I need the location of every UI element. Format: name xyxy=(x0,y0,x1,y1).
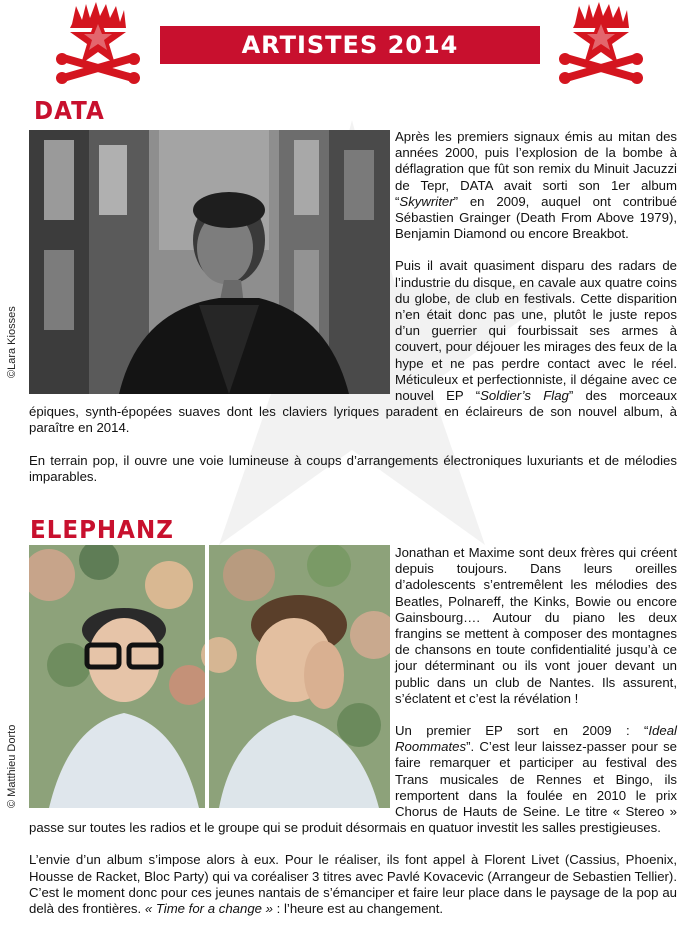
photo-credit-elephanz: © Matthieu Dorto xyxy=(6,724,18,808)
bio-paragraph: Jonathan et Maxime sont deux frères qui créent depuis toujours. Dans leurs oreilles d’adolescents s’entremêlent les mélodies des Beatles, Polnareff, the Kinks, Bowie ou encore Gainsbourg…. Autour du piano les deux frangins se mettent à composer des montagnes de chansons en toute confidentialité jusqu’à ce jour déterminant ou ils vont jouer devant un public dans un club de Nantes. Ils assurent, s’éclatent et c’est la révélation ! xyxy=(395,545,677,706)
page-title-banner xyxy=(160,26,540,64)
photo-credit-data: ©Lara Kiosses xyxy=(6,306,18,378)
star-crossbones-icon xyxy=(50,2,145,86)
page-title: ARTISTES 2014 xyxy=(241,31,459,59)
star-crossbones-icon xyxy=(553,2,648,86)
photo-wrap-spacer xyxy=(29,545,395,808)
bio-paragraph: En terrain pop, il ouvre une voie lumineuse à coups d’arrangements électroniques luxuriants et de mélodies imparables. xyxy=(29,452,677,484)
bio-paragraph: Puis il avait quasiment disparu des radars de l’industrie du disque, en cavale aux quatre coins du globe, de club en festivals. Cette disparition n’en était donc pas une, plutôt le juste repos d’un guerrier qui fourbissait ses armes à couvert, pour déjouer les mirages des feux de la hype et ne pas perdre contact avec le réel. Méticuleux et perfectionniste, il dégaine avec ce nouvel EP “Soldier’s Flag” des morceaux épiques, synth-épopées suaves dont les claviers lyriques paradent en éclaireurs de son nouvel album, à paraître en 2014. xyxy=(29,258,677,436)
artist-name-elephanz: ELEPHANZ xyxy=(30,516,174,545)
bio-paragraph: Après les premiers signaux émis au mitan des années 2000, puis l’explosion de la bombe à déflagration que fût son remix du Minuit Jacuzzi de Tepr, DATA avait sorti son 1er album “Skywriter” en 2009, auquel ont contribué Sébastien Grainger (Death From Above 1979), Benjamin Diamond ou encore Breakbot. xyxy=(395,129,677,242)
artist-name-data: DATA xyxy=(34,97,105,126)
photo-wrap-spacer xyxy=(29,129,395,393)
artist-bio-elephanz xyxy=(29,545,677,933)
bio-paragraph: Un premier EP sort en 2009 : “Ideal Roommates”. C’est leur laissez-passer pour se faire remarquer et participer au festival des Trans musicales de Rennes et Bingo, ils remportent dans la foulée en 2010 le prix Chorus de Hauts de Seine. Le titre « Stereo » passe sur toutes les radios et le groupe qui se produit désormais en quatuor investit les salles prestigieuses. xyxy=(29,723,677,836)
artist-bio-data xyxy=(29,129,677,501)
bio-paragraph: L’envie d’un album s’impose alors à eux. Pour le réaliser, ils font appel à Florent Livet (Cassius, Phoenix, Housse de Racket, Bloc Party) qui va coréaliser 3 titres avec Pavlé Kovacevic (Arrangeur de Sebastien Tellier). C’est le moment donc pour ces jeunes nantais de s’émanciper et faire leur place dans le paysage de la pop au delà des frontières. « Time for a change » : l’heure est au changement. xyxy=(29,852,677,917)
